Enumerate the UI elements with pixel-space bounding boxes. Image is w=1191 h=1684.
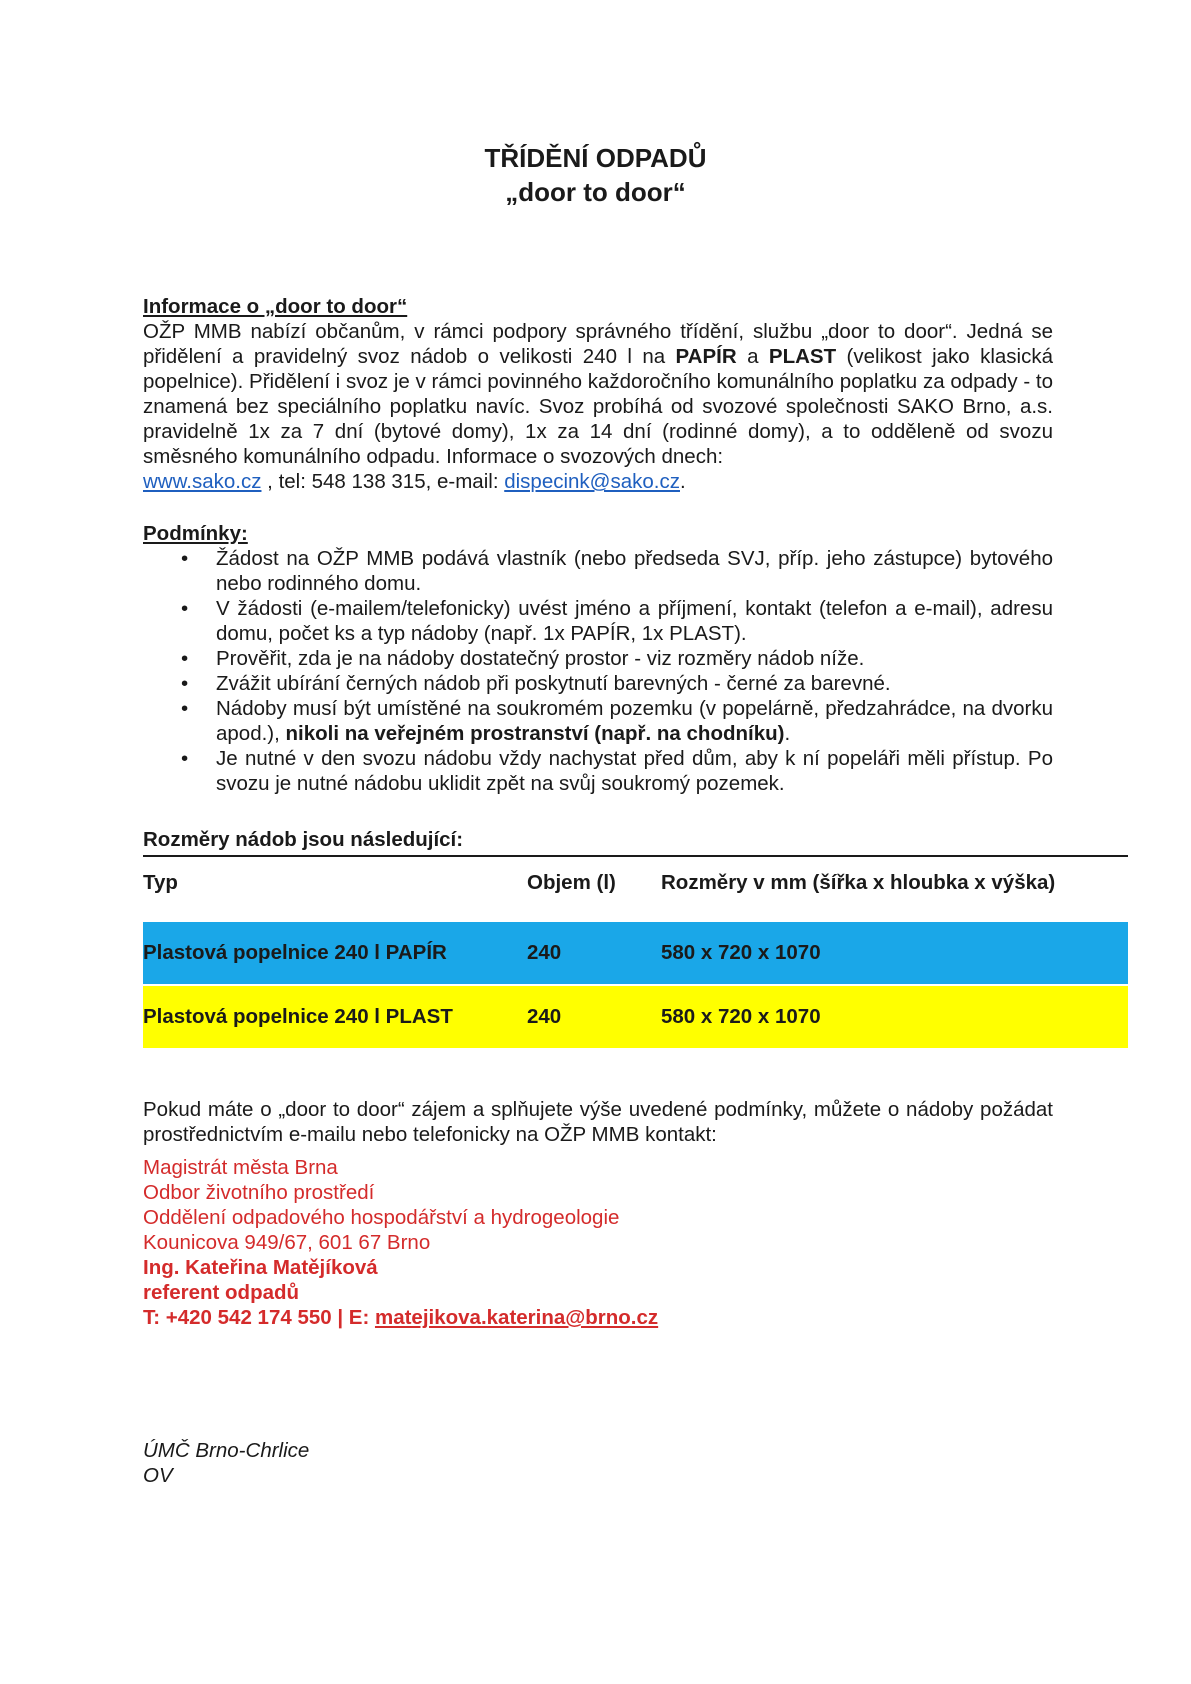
row-size: 580 x 720 x 1070	[661, 941, 821, 964]
page-title: TŘÍDĚNÍ ODPADŮ	[484, 143, 707, 173]
contact-phone: T: +420 542 174 550 | E:	[143, 1306, 375, 1329]
bullet-icon: •	[181, 647, 189, 670]
condition-bold: nikoli na veřejném prostranství (např. na chodníku)	[285, 722, 785, 745]
contact-address: Kounicova 949/67, 601 67 Brno	[143, 1231, 431, 1254]
contact-phone-line	[143, 1305, 1053, 1330]
contact-department: Odbor životního prostředí	[143, 1181, 375, 1204]
page-subtitle: „door to door“	[505, 177, 686, 207]
closing-paragraph: Pokud máte o „door to door“ zájem a splňujete výše uvedené podmínky, můžete o nádoby požádat prostřednictvím e-mailu nebo telefonicky na OŽP MMB kontakt:	[143, 1098, 1053, 1146]
list-item	[143, 671, 1053, 696]
condition-text: Je nutné v den svozu nádobu vždy nachystat před dům, aby k ní popeláři měli přístup. Po svozu je nutné nádobu uklidit zpět na svůj soukromý pozemek.	[216, 747, 1053, 795]
footer-office: ÚMČ Brno-Chrlice	[143, 1439, 310, 1462]
info-plast: PLAST	[768, 345, 837, 368]
bullet-icon: •	[181, 672, 189, 695]
column-header-volume: Objem (l)	[527, 871, 616, 894]
row-volume: 240	[527, 941, 562, 964]
list-item	[143, 596, 1053, 646]
table-header-row	[143, 870, 1128, 900]
contact-email-link[interactable]: matejikova.katerina@brno.cz	[374, 1306, 659, 1329]
bullet-icon: •	[181, 697, 189, 720]
dimensions-heading: Rozměry nádob jsou následující:	[143, 828, 464, 851]
condition-text: V žádosti (e-mailem/telefonicky) uvést jméno a příjmení, kontakt (telefon a e-mail), adresu domu, počet ks a typ nádoby (např. 1x PAPÍR, 1x PLAST).	[216, 597, 1053, 645]
footer-dept: OV	[143, 1464, 173, 1487]
table-row	[143, 922, 1128, 984]
contact-role: referent odpadů	[143, 1281, 300, 1304]
info-and: a	[736, 345, 769, 368]
contact-division: Oddělení odpadového hospodářství a hydrogeologie	[143, 1206, 620, 1229]
info-heading: Informace o „door to door“	[143, 295, 408, 318]
condition-text: Nádoby musí být umístěné na soukromém pozemku (v popelárně, předzahrádce, na dvorku apod.),	[216, 697, 1053, 745]
footer	[143, 1438, 309, 1488]
list-item	[143, 696, 1053, 746]
row-type: Plastová popelnice 240 l PAPÍR	[143, 941, 447, 964]
list-item	[143, 546, 1053, 596]
column-header-type: Typ	[143, 871, 178, 894]
bullet-icon: •	[181, 547, 189, 570]
table-row	[143, 986, 1128, 1048]
contact-name: Ing. Kateřina Matějíková	[143, 1256, 378, 1279]
conditions-heading: Podmínky:	[143, 522, 248, 545]
contact-office: Magistrát města Brna	[143, 1156, 338, 1179]
bullet-icon: •	[181, 597, 189, 620]
row-volume: 240	[527, 1005, 562, 1028]
condition-text: Prověřit, zda je na nádoby dostatečný prostor - viz rozměry nádob níže.	[216, 647, 865, 670]
info-text-2: (velikost jako klasická popelnice). Přidělení i svoz je v rámci povinného každoročního komunálního poplatku za odpady - to znamená bez speciálního poplatku navíc. Svoz probíhá od svozové společnosti SAKO Brno, a.s. pravidelně 1x za 7 dní (bytové domy), 1x za 14 dní (rodinné domy), a to odděleně od svozu směsného komunálního odpadu. Informace o svozových dnech:	[143, 345, 1054, 468]
conditions-section	[143, 521, 1053, 796]
list-item	[143, 646, 1053, 671]
row-type: Plastová popelnice 240 l PLAST	[143, 1005, 453, 1028]
condition-text: Žádost na OŽP MMB podává vlastník (nebo předseda SVJ, příp. jeho zástupce) bytového nebo rodinného domu.	[216, 547, 1053, 595]
conditions-list	[143, 546, 1053, 796]
info-tel: , tel: 548 138 315, e-mail:	[261, 470, 505, 493]
condition-end: .	[784, 722, 791, 745]
contact-block	[143, 1155, 1053, 1330]
info-section	[143, 294, 1053, 494]
info-paragraph	[143, 319, 1053, 494]
bullet-icon: •	[181, 747, 189, 770]
sako-email-link[interactable]: dispecink@sako.cz	[504, 470, 680, 493]
row-size: 580 x 720 x 1070	[661, 1005, 821, 1028]
info-text-1: OŽP MMB nabízí občanům, v rámci podpory správného třídění, službu „door to door“. Jedná se přidělení a pravidelný svoz nádob o velikosti 240 l na	[143, 320, 1053, 368]
list-item	[143, 746, 1053, 796]
info-end: .	[680, 470, 686, 493]
sako-web-link[interactable]: www.sako.cz	[143, 470, 262, 493]
table-divider	[143, 855, 1128, 857]
condition-text: Zvážit ubírání černých nádob při poskytnutí barevných - černé za barevné.	[216, 672, 891, 695]
column-header-dimensions: Rozměry v mm (šířka x hloubka x výška)	[661, 871, 1056, 894]
info-papir: PAPÍR	[675, 345, 737, 368]
